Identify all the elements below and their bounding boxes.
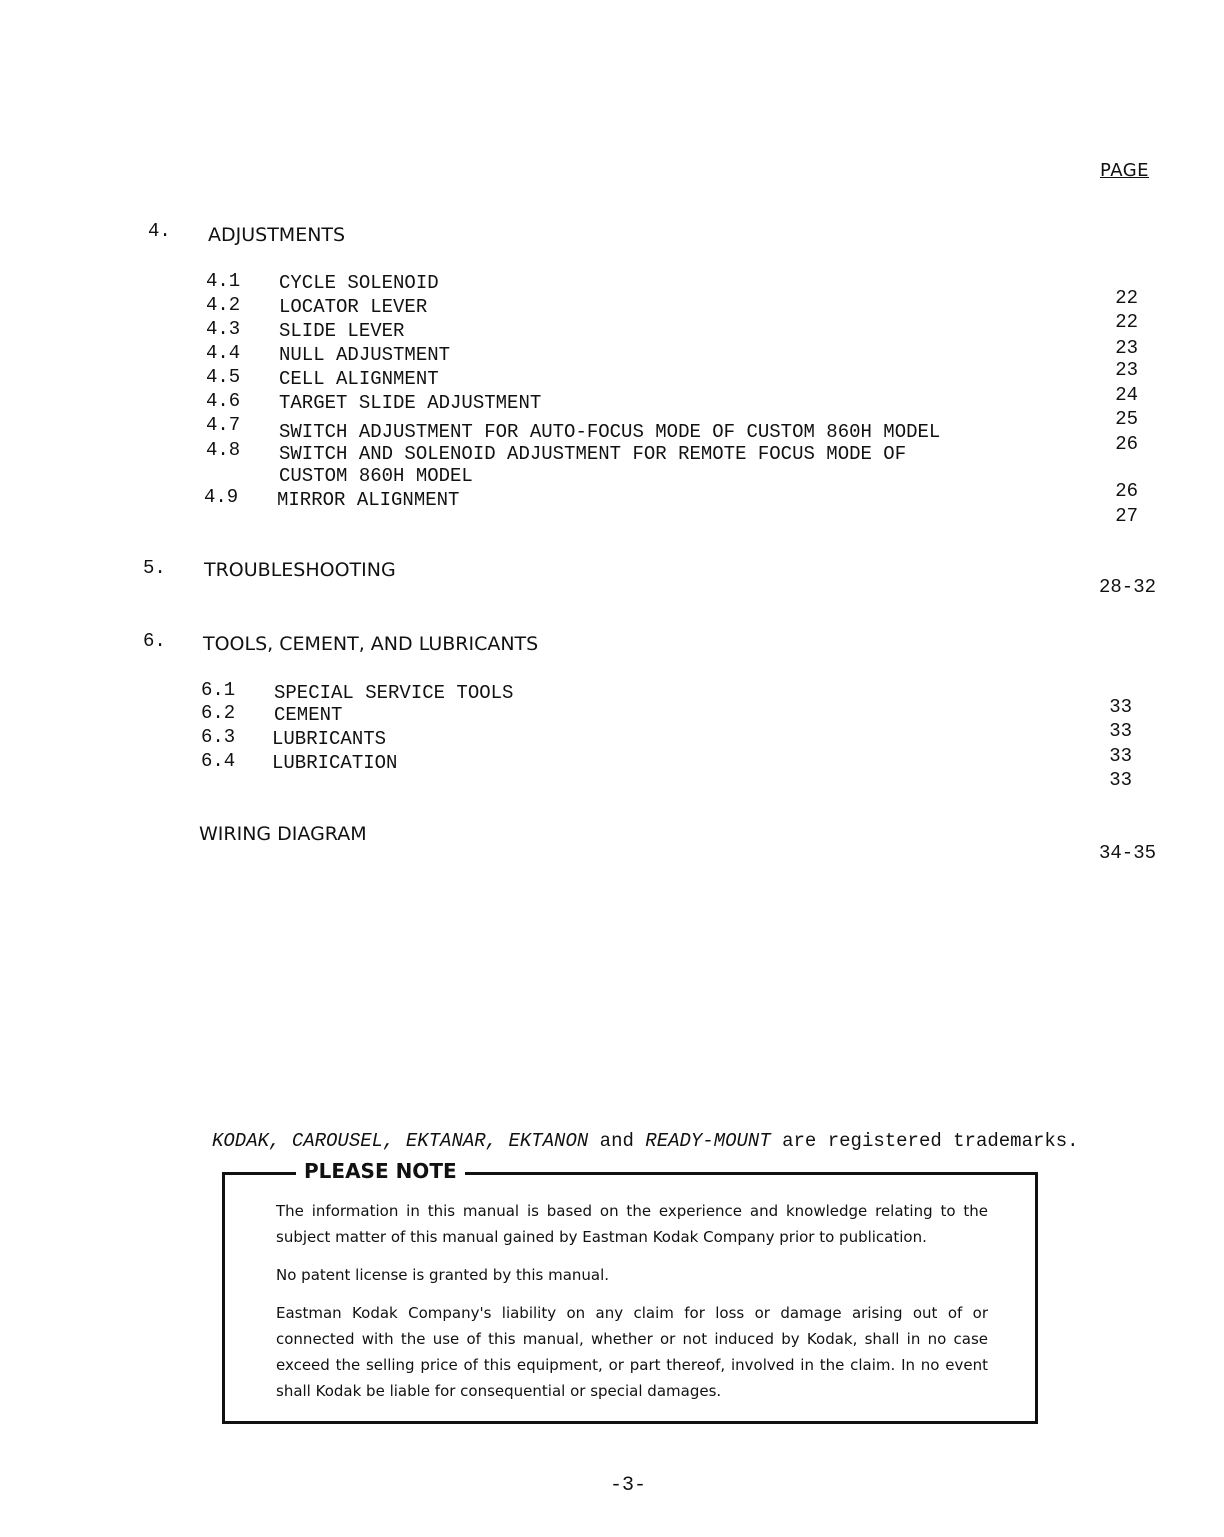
item-4-6-title: TARGET SLIDE ADJUSTMENT — [279, 392, 542, 414]
item-6-4-title: LUBRICATION — [272, 752, 398, 774]
page-ref: 26 — [1115, 433, 1138, 455]
page-ref: 33 — [1109, 696, 1132, 718]
section-5-number: 5. — [143, 557, 166, 579]
item-4-7-title: SWITCH ADJUSTMENT FOR AUTO-FOCUS MODE OF CUSTOM 860H MODEL — [279, 421, 941, 443]
item-4-3-number: 4.3 — [206, 318, 241, 340]
note-paragraph-3: Eastman Kodak Company's liability on any claim for loss or damage arising out of or connected with the use of this manual, whether or not induced by Kodak, shall in no case exceed the selling price of this equipment, or part thereof, involved in the claim. In no event shall Kodak be liable for consequential or special damages. — [276, 1304, 988, 1400]
item-4-5-title: CELL ALIGNMENT — [279, 368, 439, 390]
item-6-3-title: LUBRICANTS — [272, 728, 387, 750]
note-paragraph-2: No patent license is granted by this manual. — [276, 1266, 610, 1284]
section-6-title: TOOLS, CEMENT, AND LUBRICANTS — [203, 633, 539, 655]
item-6-1-number: 6.1 — [201, 679, 236, 701]
item-6-2-title: CEMENT — [274, 704, 343, 726]
item-4-6-number: 4.6 — [206, 390, 241, 412]
page-ref: 33 — [1109, 720, 1132, 742]
page-ref: 33 — [1109, 745, 1132, 767]
note-paragraph-1: The information in this manual is based on the experience and knowledge relating to the subject matter of this manual gained by Eastman Kodak Company prior to publication. — [276, 1202, 988, 1246]
wiring-diagram-title: WIRING DIAGRAM — [199, 823, 367, 845]
item-6-2-number: 6.2 — [201, 702, 236, 724]
item-4-7-number: 4.7 — [206, 414, 241, 436]
page-ref: 27 — [1115, 505, 1138, 527]
item-4-8-title-continued: CUSTOM 860H MODEL — [279, 465, 473, 487]
section-5-title: TROUBLESHOOTING — [204, 559, 396, 581]
page-ref: 25 — [1115, 408, 1138, 430]
page-column-header: PAGE — [1100, 160, 1150, 181]
item-6-1-title: SPECIAL SERVICE TOOLS — [274, 682, 514, 704]
page-ref: 24 — [1115, 384, 1138, 406]
item-4-4-title: NULL ADJUSTMENT — [279, 344, 451, 366]
item-4-2-title: LOCATOR LEVER — [279, 296, 428, 318]
page-ref: 22 — [1115, 311, 1138, 333]
page-ref: 23 — [1115, 359, 1138, 381]
page-ref: 23 — [1115, 337, 1138, 359]
item-6-4-number: 6.4 — [201, 750, 236, 772]
page-ref: 28-32 — [1098, 576, 1156, 598]
trademark-names: KODAK, CAROUSEL, EKTANAR, EKTANON — [212, 1130, 589, 1152]
item-4-1-number: 4.1 — [206, 270, 241, 292]
trademark-and: and — [599, 1130, 634, 1152]
page-ref: 26 — [1115, 480, 1138, 502]
item-4-5-number: 4.5 — [206, 366, 241, 388]
item-4-4-number: 4.4 — [206, 342, 241, 364]
section-4-number: 4. — [148, 220, 171, 242]
item-4-3-title: SLIDE LEVER — [279, 320, 405, 342]
item-4-8-title: SWITCH AND SOLENOID ADJUSTMENT FOR REMOTE FOCUS MODE OF — [279, 443, 907, 465]
item-4-2-number: 4.2 — [206, 294, 241, 316]
item-6-3-number: 6.3 — [201, 726, 236, 748]
item-4-1-title: CYCLE SOLENOID — [279, 272, 439, 294]
page-ref: 22 — [1115, 287, 1138, 309]
please-note-title: PLEASE NOTE — [296, 1159, 465, 1183]
trademark-last-name: READY-MOUNT — [645, 1130, 771, 1152]
section-6-number: 6. — [143, 630, 166, 652]
page-ref: 34-35 — [1098, 842, 1156, 864]
section-4-title: ADJUSTMENTS — [208, 224, 346, 246]
page-ref: 33 — [1109, 769, 1132, 791]
trademark-tail: are registered trademarks. — [782, 1130, 1079, 1152]
item-4-8-number: 4.8 — [206, 439, 241, 461]
item-4-9-number: 4.9 — [204, 486, 239, 508]
page-number: -3- — [610, 1474, 647, 1497]
item-4-9-title: MIRROR ALIGNMENT — [277, 489, 460, 511]
trademark-notice — [212, 1130, 1079, 1152]
